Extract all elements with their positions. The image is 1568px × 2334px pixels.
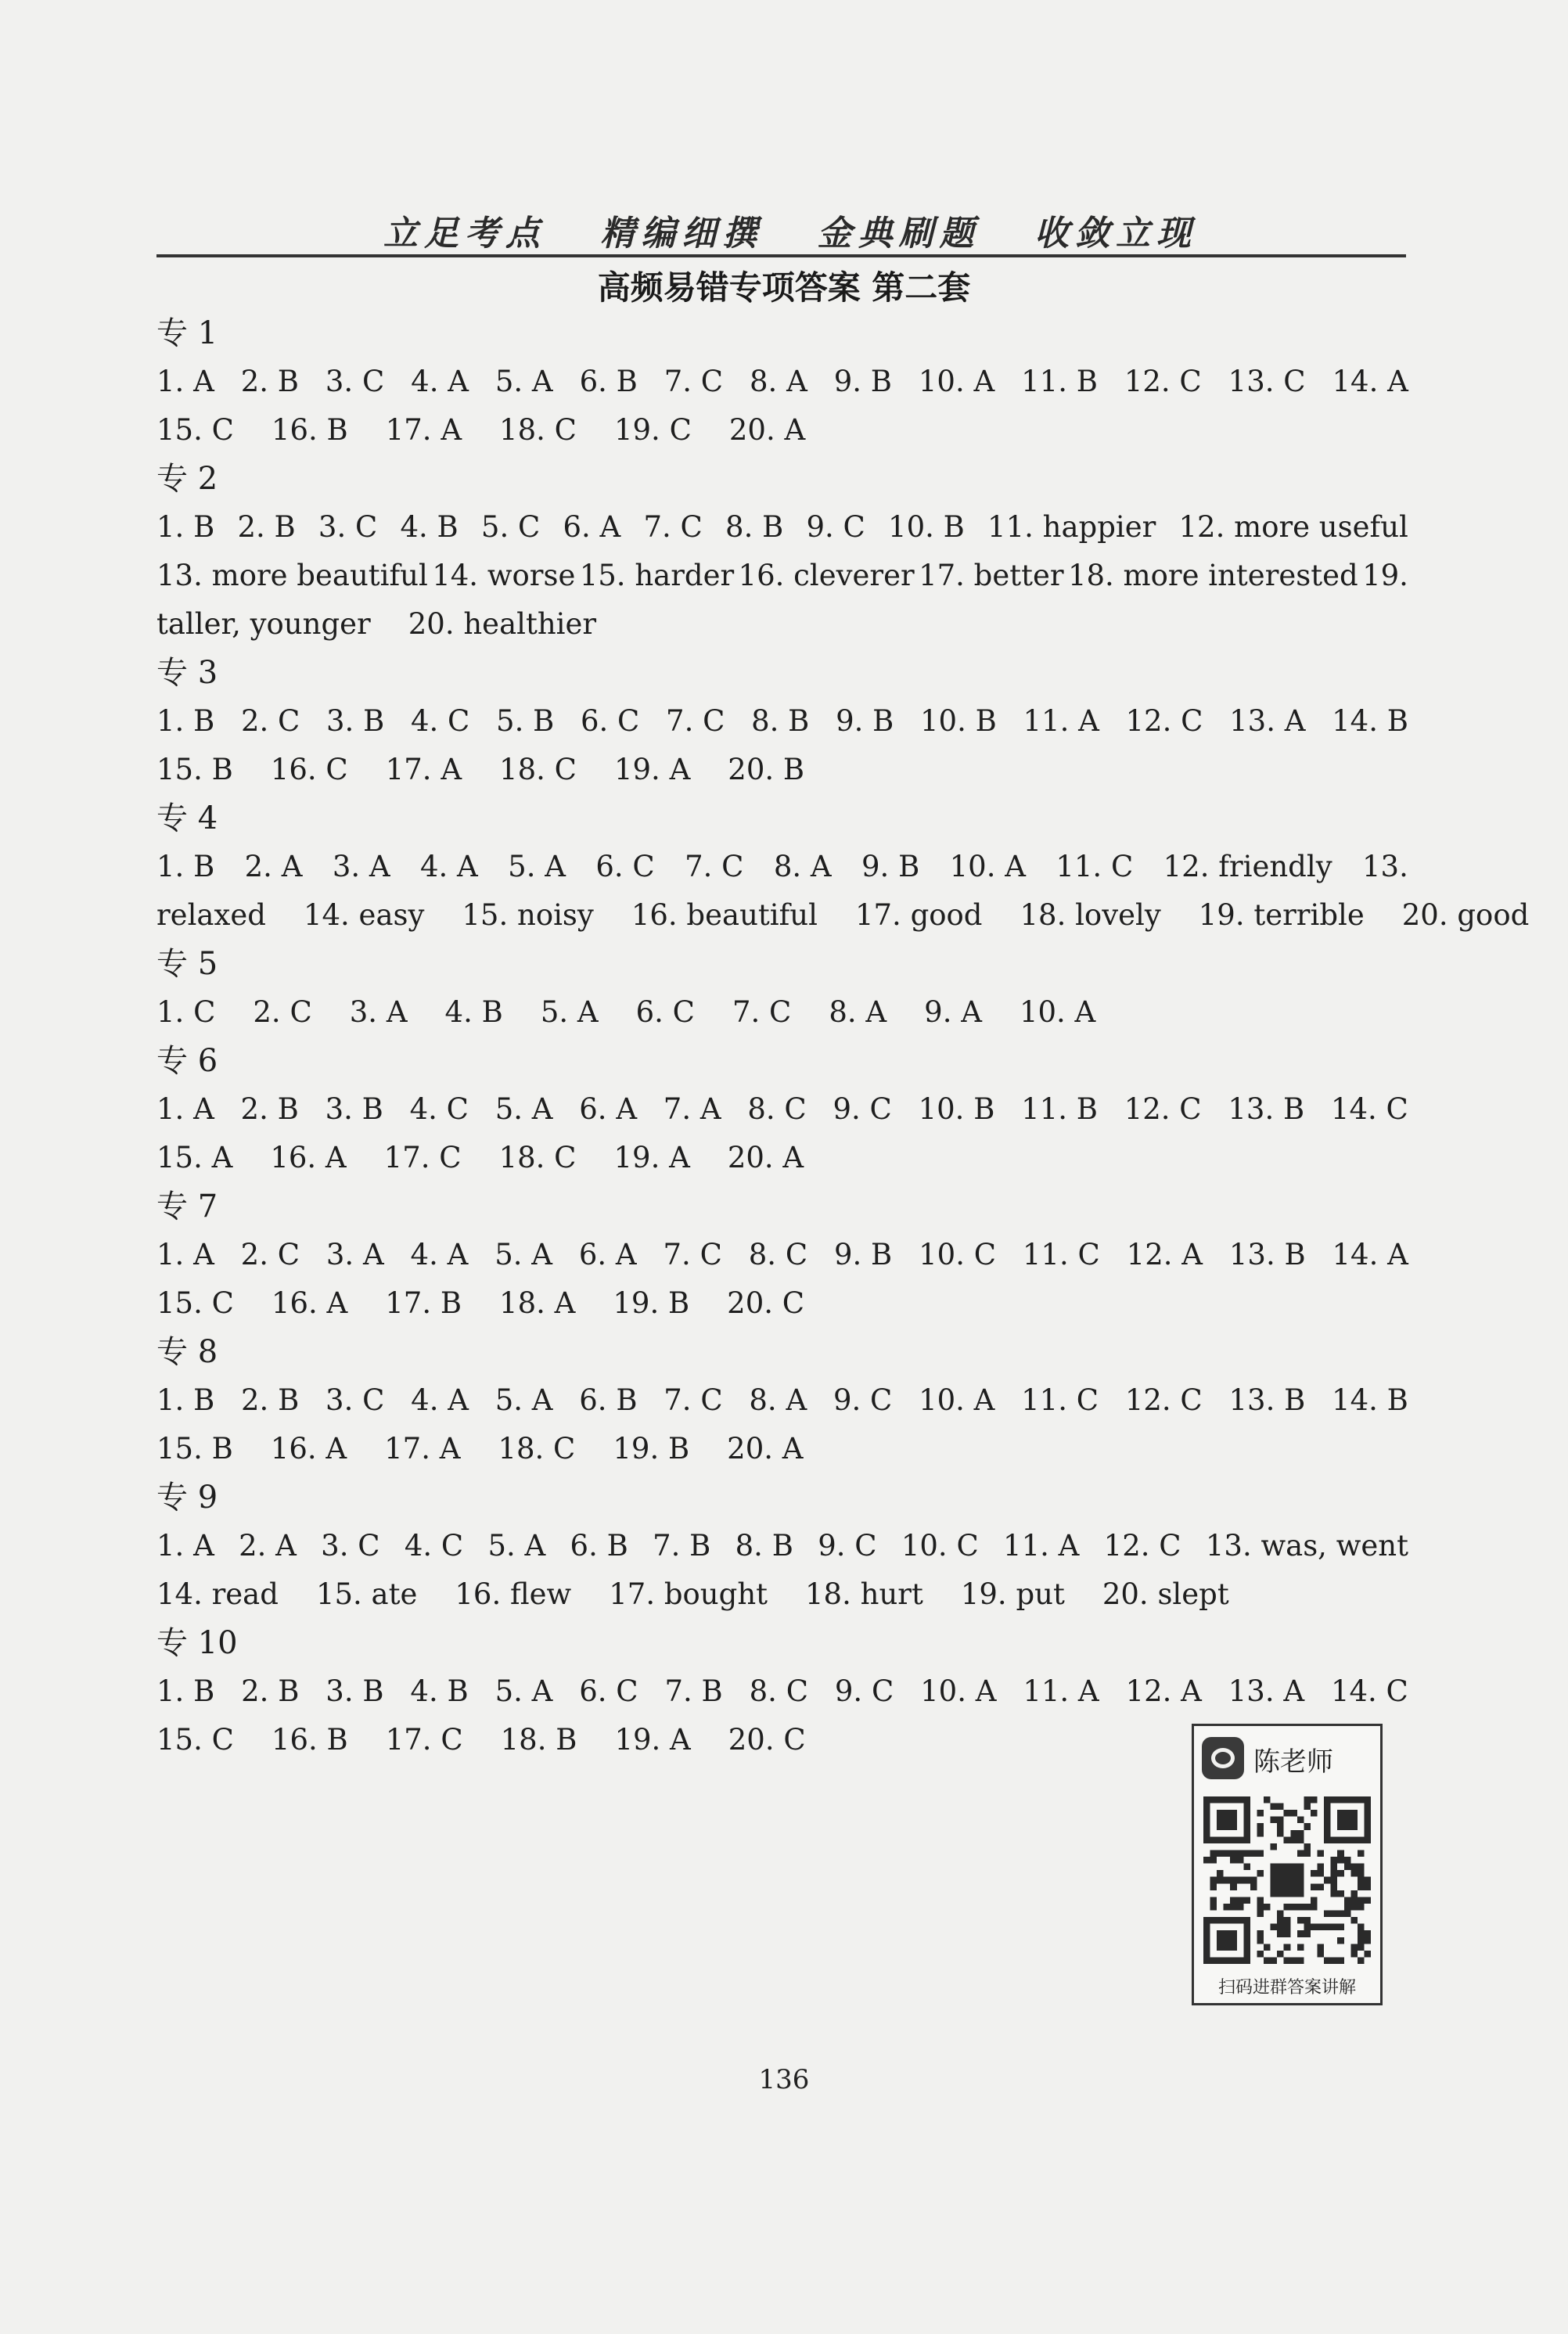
answer-section <box>156 649 1408 794</box>
answer-item: 2. A <box>244 850 303 883</box>
answer-item: 19. terrible <box>1198 898 1365 932</box>
answer-item: 12. C <box>1103 1529 1181 1563</box>
answer-line <box>156 843 1408 891</box>
answer-section <box>156 1473 1408 1619</box>
answer-item: 6. C <box>580 704 640 738</box>
answer-item: 9. A <box>924 995 982 1029</box>
answer-item: 17. good <box>854 898 983 932</box>
answer-item: 10. A <box>920 1674 997 1708</box>
answer-item: 5. A <box>494 365 553 398</box>
answer-item: 11. C <box>1021 1383 1099 1417</box>
answer-item: 13. B <box>1228 1238 1306 1271</box>
answer-item: 4. C <box>410 704 470 738</box>
answer-section <box>156 309 1408 455</box>
header-slogan <box>383 205 1197 255</box>
section-heading: 专 1 <box>156 315 218 351</box>
answer-item: 17. A <box>384 1432 461 1465</box>
slogan-item: 立足考点 <box>383 214 546 254</box>
answer-item: 18. C <box>499 753 577 786</box>
answer-item: 14. easy <box>303 898 425 932</box>
answer-item: 10. B <box>888 510 965 544</box>
answer-item: 9. C <box>833 1383 893 1417</box>
answer-item: 12. C <box>1124 365 1202 398</box>
answer-item: 3. B <box>325 1674 384 1708</box>
answer-section <box>156 794 1530 940</box>
teacher-logo-icon <box>1202 1737 1244 1779</box>
answer-item: 1. A <box>156 1529 214 1563</box>
section-heading: 专 5 <box>156 946 218 982</box>
answer-line <box>156 697 1408 746</box>
answer-item: 8. C <box>747 1092 807 1126</box>
section-heading: 专 4 <box>156 800 218 836</box>
answer-item: 5. B <box>496 704 555 738</box>
answer-item: 13. A <box>1228 1674 1305 1708</box>
answer-item: 4. A <box>411 1383 469 1417</box>
answer-item: 5. A <box>494 1674 553 1708</box>
answer-item: 10. C <box>901 1529 979 1563</box>
answer-item: 16. B <box>271 413 348 447</box>
answer-item: 6. A <box>563 510 621 544</box>
answer-item: 18. C <box>499 413 577 447</box>
answer-item: 7. C <box>732 995 792 1029</box>
answer-item: 3. C <box>321 1529 380 1563</box>
answer-item: 13. was, went <box>1205 1529 1408 1563</box>
answer-item: 3. C <box>325 1383 385 1417</box>
answer-item: 8. A <box>829 995 887 1029</box>
answer-item: 15. B <box>156 753 233 786</box>
answer-item: 17. C <box>385 1723 463 1757</box>
answer-item: 3. B <box>326 704 385 738</box>
answer-item: 12. C <box>1124 1092 1202 1126</box>
answer-section <box>156 1182 1408 1328</box>
answer-item: 16. A <box>270 1141 347 1174</box>
answer-item: 11. B <box>1021 365 1098 398</box>
answer-line <box>156 552 1408 600</box>
answer-item: 20. healthier <box>408 607 597 641</box>
answer-item: 17. C <box>383 1141 462 1174</box>
answer-item: 9. C <box>834 1674 894 1708</box>
answer-item: 9. C <box>806 510 865 544</box>
slogan-item: 金典刷题 <box>817 214 980 254</box>
answer-item: 8. B <box>735 1529 793 1563</box>
answer-item: 14. A <box>1332 1238 1408 1271</box>
answer-item: 10. A <box>918 365 995 398</box>
answer-item: 18. C <box>498 1432 576 1465</box>
section-heading: 专 10 <box>156 1625 238 1661</box>
answer-item: 11. B <box>1021 1092 1098 1126</box>
answer-item: 1. A <box>156 365 214 398</box>
answer-item: 1. B <box>156 510 215 544</box>
answer-line <box>156 1425 1408 1473</box>
answer-item: 13. C <box>1228 365 1306 398</box>
answer-item: 12. A <box>1125 1674 1202 1708</box>
answer-section <box>156 1328 1408 1473</box>
answer-item: 8. A <box>749 1383 807 1417</box>
answer-item: 6. B <box>579 365 638 398</box>
answer-item: 7. A <box>663 1092 721 1126</box>
answer-item: 12. C <box>1124 1383 1203 1417</box>
answer-item: 10. A <box>919 1383 995 1417</box>
answer-item: 3. A <box>325 1238 384 1271</box>
answer-item: 11. C <box>1056 850 1134 883</box>
page-title: 高频易错专项答案 第二套 <box>597 268 971 307</box>
answer-item: 4. A <box>411 365 469 398</box>
answer-item: 7. C <box>664 365 724 398</box>
answer-item: 5. A <box>508 850 566 883</box>
answer-item: 4. A <box>419 850 478 883</box>
answer-item: 11. A <box>1023 1674 1099 1708</box>
answer-item: 4. C <box>409 1092 469 1126</box>
answer-item: relaxed <box>156 898 266 932</box>
answer-item: 19. B <box>613 1432 690 1465</box>
answer-item: 20. A <box>728 413 806 447</box>
answer-item: 5. A <box>540 995 599 1029</box>
answer-item: 8. B <box>751 704 810 738</box>
answer-item: 14. read <box>156 1577 279 1611</box>
answer-item: 15. noisy <box>462 898 594 932</box>
answer-item: 7. B <box>664 1674 723 1708</box>
answer-item: 8. B <box>725 510 784 544</box>
answer-item: 2. C <box>240 1238 300 1271</box>
answer-line <box>156 1279 1408 1328</box>
answer-section <box>156 1037 1408 1182</box>
answer-item: 16. flew <box>455 1577 572 1611</box>
answer-line <box>156 600 1408 649</box>
answer-item: 18. more interested <box>1067 559 1358 592</box>
answer-item: 20. good <box>1401 898 1530 932</box>
answer-item: 20. A <box>727 1432 804 1465</box>
answer-item: 13. more beautiful <box>156 559 428 592</box>
answer-section <box>156 455 1408 649</box>
answer-item: 1. C <box>156 995 216 1029</box>
answer-line <box>156 746 1408 794</box>
answer-item: 10. A <box>949 850 1026 883</box>
answer-item: 15. C <box>156 413 234 447</box>
answer-item: 8. C <box>748 1238 808 1271</box>
answer-item: 7. C <box>664 1383 723 1417</box>
answer-item: taller, younger <box>156 607 371 641</box>
answer-item: 4. B <box>400 510 459 544</box>
answer-line <box>156 1570 1408 1619</box>
answer-item: 10. B <box>920 704 997 738</box>
answer-item: 15. harder <box>579 559 735 592</box>
answer-line <box>156 1134 1408 1182</box>
answer-item: 19. B <box>613 1286 690 1320</box>
answer-item: 4. A <box>410 1238 469 1271</box>
answer-item: 2. B <box>240 365 299 398</box>
answer-item: 16. A <box>270 1432 347 1465</box>
answer-item: 18. lovely <box>1020 898 1161 932</box>
answer-item: 4. B <box>444 995 503 1029</box>
answer-item: 9. B <box>833 365 892 398</box>
section-heading: 专 9 <box>156 1480 218 1516</box>
answer-item: 15. ate <box>315 1577 418 1611</box>
answer-line <box>156 1376 1408 1425</box>
answer-item: 15. C <box>156 1286 234 1320</box>
answer-item: 19. A <box>613 753 691 786</box>
answer-item: 3. C <box>318 510 378 544</box>
answer-item: 9. B <box>861 850 920 883</box>
answer-item: 18. C <box>498 1141 577 1174</box>
answer-item: 18. hurt <box>805 1577 923 1611</box>
answer-item: 19. A <box>613 1141 690 1174</box>
answer-item: 12. A <box>1126 1238 1203 1271</box>
answer-item: 16. cleverer <box>738 559 915 592</box>
answer-item: 1. B <box>156 1383 215 1417</box>
answer-item: 16. beautiful <box>631 898 818 932</box>
section-heading: 专 8 <box>156 1334 218 1370</box>
answer-item: 3. C <box>325 365 385 398</box>
answer-item: 5. C <box>480 510 541 544</box>
answer-item: 17. B <box>385 1286 462 1320</box>
answer-line <box>156 1231 1408 1279</box>
answer-item: 19. C <box>613 413 692 447</box>
qr-caption: 扫码进群答案讲解 <box>1217 1978 1356 1998</box>
answer-item: 5. A <box>494 1092 553 1126</box>
answer-item: 6. C <box>635 995 695 1029</box>
answer-line <box>156 503 1408 552</box>
qr-card-header <box>1194 1726 1380 1789</box>
answer-item: 9. B <box>833 1238 893 1271</box>
answer-item: 2. B <box>241 1674 300 1708</box>
answer-item: 13. B <box>1228 1383 1306 1417</box>
answer-item: 7. C <box>663 1238 722 1271</box>
answer-item: 14. C <box>1330 1092 1408 1126</box>
answer-item: 2. B <box>241 1383 300 1417</box>
answer-item: 14. worse <box>432 559 576 592</box>
answer-item: 15. C <box>156 1723 234 1757</box>
answer-item: 7. B <box>653 1529 711 1563</box>
answer-list <box>156 309 1530 1764</box>
answer-item: 9. C <box>818 1529 877 1563</box>
answer-item: 12. more useful <box>1178 510 1408 544</box>
answer-item: 2. B <box>240 1092 299 1126</box>
answer-item: 11. C <box>1022 1238 1100 1271</box>
answer-item: 8. A <box>773 850 832 883</box>
answer-item: 17. better <box>919 559 1064 592</box>
answer-item: 19. put <box>960 1577 1065 1611</box>
answer-item: 11. A <box>1023 704 1099 738</box>
answer-item: 10. B <box>918 1092 995 1126</box>
qr-code-icon[interactable] <box>1203 1796 1371 1964</box>
answer-item: 17. A <box>385 413 462 447</box>
answer-item: 5. A <box>494 1383 553 1417</box>
answer-item: 20. A <box>727 1141 804 1174</box>
section-heading: 专 2 <box>156 461 218 497</box>
answer-item: 14. B <box>1332 1383 1408 1417</box>
answer-item: 6. C <box>579 1674 638 1708</box>
answer-line <box>156 891 1530 940</box>
answer-item: 2. C <box>240 704 300 738</box>
answer-item: 8. C <box>749 1674 808 1708</box>
answer-item: 2. A <box>239 1529 297 1563</box>
answer-item: 5. A <box>494 1238 552 1271</box>
answer-item: 1. B <box>156 850 215 883</box>
answer-item: 6. B <box>570 1529 628 1563</box>
answer-line <box>156 988 1408 1037</box>
answer-item: 3. A <box>349 995 408 1029</box>
section-heading: 专 6 <box>156 1043 218 1079</box>
answer-section <box>156 940 1408 1037</box>
slogan-item: 收敛立现 <box>1034 214 1197 254</box>
answer-item: 1. B <box>156 1674 215 1708</box>
answer-item: 3. B <box>325 1092 383 1126</box>
answer-item: 13. A <box>1229 704 1306 738</box>
answer-item: 20. C <box>727 1286 805 1320</box>
answer-line <box>156 1085 1408 1134</box>
answer-line <box>156 358 1408 406</box>
slogan-item: 精编细撰 <box>600 214 764 254</box>
answer-item: 6. A <box>579 1092 638 1126</box>
answer-item: 16. B <box>271 1723 348 1757</box>
answer-item: 14. A <box>1332 365 1408 398</box>
answer-item: 5. A <box>487 1529 546 1563</box>
answer-item: 13. B <box>1228 1092 1305 1126</box>
answer-item: 20. slept <box>1102 1577 1229 1611</box>
answer-item: 4. B <box>410 1674 469 1708</box>
answer-line <box>156 1522 1408 1570</box>
section-heading: 专 3 <box>156 655 218 691</box>
answer-item: 14. C <box>1330 1674 1408 1708</box>
header-divider <box>156 254 1406 257</box>
answer-item: 9. C <box>833 1092 892 1126</box>
answer-item: 1. A <box>156 1238 214 1271</box>
answer-item: 12. friendly <box>1163 850 1332 883</box>
answer-item: 7. C <box>643 510 703 544</box>
answer-item: 11. happier <box>987 510 1156 544</box>
answer-item: 17. bought <box>609 1577 768 1611</box>
answer-item: 18. A <box>499 1286 576 1320</box>
answer-line <box>156 1667 1408 1716</box>
answer-item: 8. A <box>750 365 807 398</box>
answer-item: 20. C <box>728 1723 806 1757</box>
answer-item: 15. A <box>156 1141 233 1174</box>
answer-item: 7. C <box>666 704 725 738</box>
answer-item: 15. B <box>156 1432 233 1465</box>
answer-item: 10. C <box>919 1238 997 1271</box>
answer-item: 16. A <box>271 1286 348 1320</box>
answer-item: 20. B <box>728 753 805 786</box>
answer-item: 6. A <box>578 1238 637 1271</box>
answer-item: 19. A <box>614 1723 691 1757</box>
answer-item: 13. <box>1361 850 1408 883</box>
answer-item: 14. B <box>1332 704 1408 738</box>
answer-item: 7. C <box>685 850 744 883</box>
answer-item: 1. B <box>156 704 215 738</box>
answer-item: 2. B <box>237 510 296 544</box>
answer-item: 6. B <box>579 1383 638 1417</box>
answer-item: 1. A <box>156 1092 214 1126</box>
answer-line <box>156 406 1408 455</box>
qr-card[interactable] <box>1192 1724 1383 2005</box>
answer-item: 6. C <box>595 850 655 883</box>
answer-item: 11. A <box>1003 1529 1080 1563</box>
section-heading: 专 7 <box>156 1189 218 1225</box>
answer-item: 9. B <box>836 704 894 738</box>
qr-teacher-name: 陈老师 <box>1253 1746 1333 1778</box>
answer-item: 18. B <box>500 1723 577 1757</box>
answer-item: 17. A <box>385 753 462 786</box>
answer-item: 19. <box>1362 559 1408 592</box>
answer-item: 3. A <box>332 850 390 883</box>
answer-item: 4. C <box>404 1529 464 1563</box>
answer-item: 10. A <box>1019 995 1096 1029</box>
answer-item: 2. C <box>253 995 312 1029</box>
page-number: 136 <box>758 2064 810 2095</box>
answer-item: 12. C <box>1125 704 1203 738</box>
answer-item: 16. C <box>270 753 348 786</box>
